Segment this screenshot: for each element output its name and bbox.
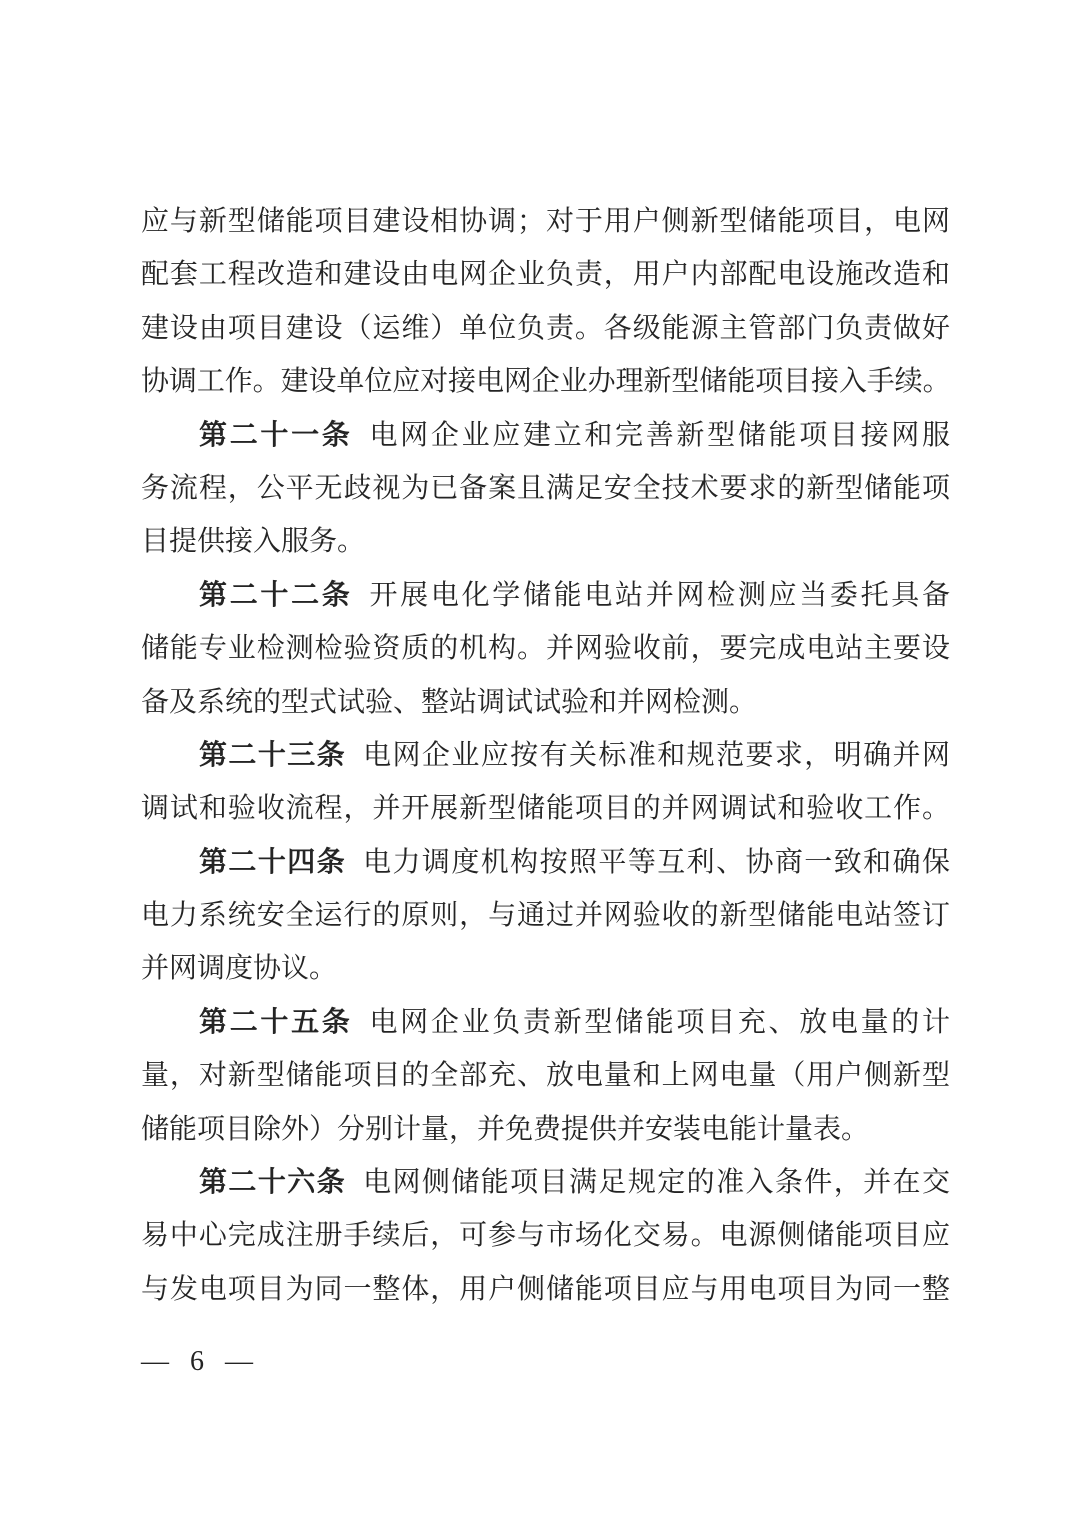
document-line [141,248,950,301]
line-text: 与发电项目为同一整体，用户侧储能项目应与用电项目为同一整 [141,1273,950,1305]
document-line [141,836,950,889]
document-line [141,1049,950,1102]
line-text: 电力系统安全运行的原则，与通过并网验收的新型储能电站签订 [141,900,950,932]
line-text: 应与新型储能项目建设相协调；对于用户侧新型储能项目，电网 [141,206,950,237]
document-line [141,462,950,515]
document-line [141,515,950,568]
line-text: 储能项目除外）分别计量，并免费提供并安装电能计量表。 [141,1113,870,1145]
document-line [141,1209,950,1262]
document-line [141,302,950,355]
document-line [141,409,950,462]
article-number: 第二十五条 [199,1006,353,1038]
line-text: 电网企业应按有关标准和规范要求，明确并网 [363,739,950,771]
page-number: — 6 — [141,1346,253,1377]
document-line [141,355,950,408]
document-line [141,729,950,782]
line-text: 配套工程改造和建设由电网企业负责，用户内部配电设施改造和 [141,259,950,291]
line-text: 电力调度机构按照平等互利、协商一致和确保 [363,846,950,878]
article-number: 第二十一条 [199,419,353,451]
document-line [141,569,950,622]
article-number: 第二十三条 [199,739,347,771]
document-line [141,1156,950,1209]
article-number: 第二十二条 [199,579,353,611]
line-text: 务流程，公平无歧视为已备案且满足安全技术要求的新型储能项 [141,472,950,504]
line-text: 开展电化学储能电站并网检测应当委托具备 [369,579,950,611]
line-text: 协调工作。建设单位应对接电网企业办理新型储能项目接入手续。 [141,366,950,398]
line-text: 储能专业检测检验资质的机构。并网验收前，要完成电站主要设 [141,633,950,665]
line-text: 电网企业应建立和完善新型储能项目接网服 [369,419,950,451]
article-number: 第二十四条 [199,846,347,878]
document-line [141,1263,950,1316]
document-body [141,195,950,1316]
document-line [141,996,950,1049]
document-line [141,195,950,248]
document-line [141,1103,950,1156]
document-line [141,942,950,995]
line-text: 调试和验收流程，并开展新型储能项目的并网调试和验收工作。 [141,793,950,825]
document-line [141,622,950,675]
line-text: 目提供接入服务。 [141,526,366,558]
line-text: 建设由项目建设（运维）单位负责。各级能源主管部门负责做好 [141,312,950,344]
line-text: 备及系统的型式试验、整站调试试验和并网检测。 [141,686,758,718]
line-text: 量，对新型储能项目的全部充、放电量和上网电量（用户侧新型 [141,1060,950,1092]
line-text: 电网企业负责新型储能项目充、放电量的计 [369,1006,950,1038]
article-number: 第二十六条 [199,1167,347,1199]
line-text: 电网侧储能项目满足规定的准入条件，并在交 [363,1167,950,1199]
document-line [141,782,950,835]
line-text: 并网调度协议。 [141,953,338,985]
document-line [141,676,950,729]
document-line [141,889,950,942]
line-text: 易中心完成注册手续后，可参与市场化交易。电源侧储能项目应 [141,1220,950,1252]
